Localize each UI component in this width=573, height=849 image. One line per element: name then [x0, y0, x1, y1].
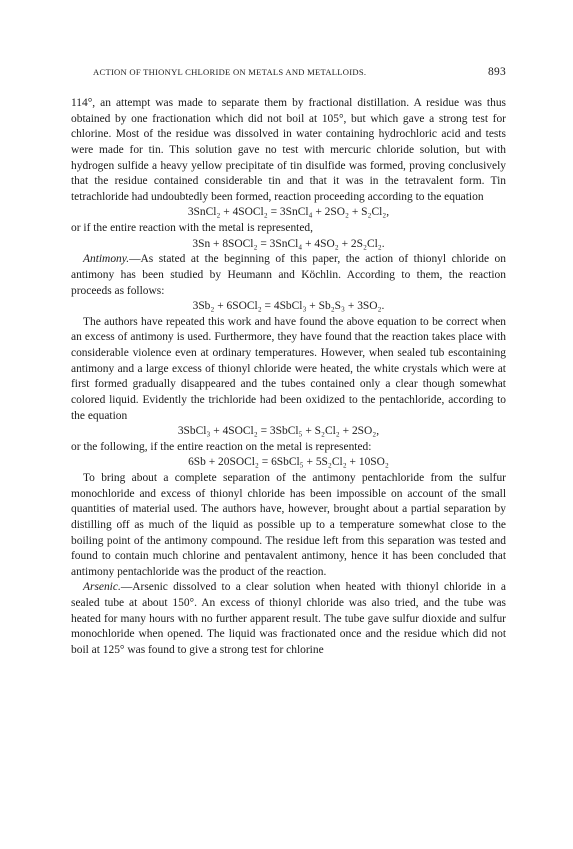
paragraph-arsenic — [71, 580, 506, 658]
paragraph-tin-continuation: 114°, an attempt was made to separate them by fractional distillation. A residue was thus obtained by one fractionation which did not boil at 105°, but which gave a strong test for chlorine. Most of the residue was dissolved in water containing hydrochloric acid and tests were made for tin. This solution gave no test with mercuric chloride solution, but with hydrogen sulfide a heavy yellow precipitate of tin disulfide was formed, proving conclusively that the residue contained considerable tin and that it was in the tetravalent form. Tin tetrachloride had undoubtedly been formed, reaction proceeding according to the equation — [71, 97, 506, 203]
section-heading-arsenic: Arsenic. — [83, 581, 121, 594]
equation-antimony-trichloride: 3SbCl₃ + 4SOCl₂ = 3SbCl₅ + S₂Cl₂ + 2SO₂, — [177, 425, 380, 438]
page-number: 893 — [488, 66, 506, 78]
paragraph-antimony-repeat: The authors have repeated this work and have found the above equation to be correct when an excess of antimony is used. Furthermore, they have found that the reaction takes place with considerable violence even at ordinary temperatures. However, when sealed tub escontaining antimony and a large excess of thionyl chloride were heated, the white crystals which were at first formed gradually disappeared and the tubes contained only a clear though somewhat colored liquid. Evidently the trichloride had been oxidized to the pentachloride, according to the equation — [71, 315, 506, 422]
equation-stannous-chloride: 3SnCl₂ + 4SOCl₂ = 3SnCl₄ + 2SO₂ + S₂Cl₂, — [187, 206, 390, 219]
paragraph-entire-reaction-antimony: or the following, if the entire reaction on the metal is represented: — [71, 440, 372, 453]
paragraph-entire-reaction-tin: or if the entire reaction with the metal is represented, — [71, 222, 313, 234]
paragraph-antimony-text: —As stated at the beginning of this paper, the action of thionyl chloride on antimony has been studied by Heumann and Köchlin. According to them, the reaction proceeds as follows: — [71, 253, 506, 297]
section-heading-antimony: Antimony. — [83, 253, 130, 266]
equation-antimony-metal: 6Sb + 20SOCl₂ = 6SbCl₅ + 5S₂Cl₂ + 10SO₂ — [188, 456, 389, 469]
equation-tin-metal: 3Sn + 8SOCl₂ = 3SnCl₄ + 4SO₂ + 2S₂Cl₂. — [192, 237, 385, 250]
article-body — [71, 96, 506, 659]
running-title: ACTION OF THIONYL CHLORIDE ON METALS AND METALLOIDS. — [93, 67, 367, 77]
paragraph-antimony — [71, 252, 506, 299]
journal-page — [71, 66, 506, 659]
paragraph-arsenic-text: —Arsenic dissolved to a clear solution when heated with thionyl chloride in a sealed tube at about 150°. An excess of thionyl chloride was also tried, and the tube was heated for many hours with no further apparent result. The tube gave sulfur dioxide and sulfur monochloride when opened. The liquid was fractionated once and the residue which did not boil at 125° was found to give a strong test for chlorine — [71, 581, 506, 656]
paragraph-separation: To bring about a complete separation of the antimony pentachloride from the sulfur monochloride and excess of thionyl chloride has been impossible on account of the small quantities of material used. The authors have, however, brought about a partial separation by distilling off as much of the liquid as possible up to a temperature somewhat close to the boiling point of the antimony compound. The residue left from this separation was tested and found to contain much chlorine and pentavalent antimony, hence it has been concluded that antimony pentachloride was the product of the reaction. — [71, 472, 506, 578]
equation-antimony-heumann: 3Sb₂ + 6SOCl₂ = 4SbCl₃ + Sb₂S₃ + 3SO₂. — [192, 300, 385, 313]
running-head — [71, 66, 506, 80]
